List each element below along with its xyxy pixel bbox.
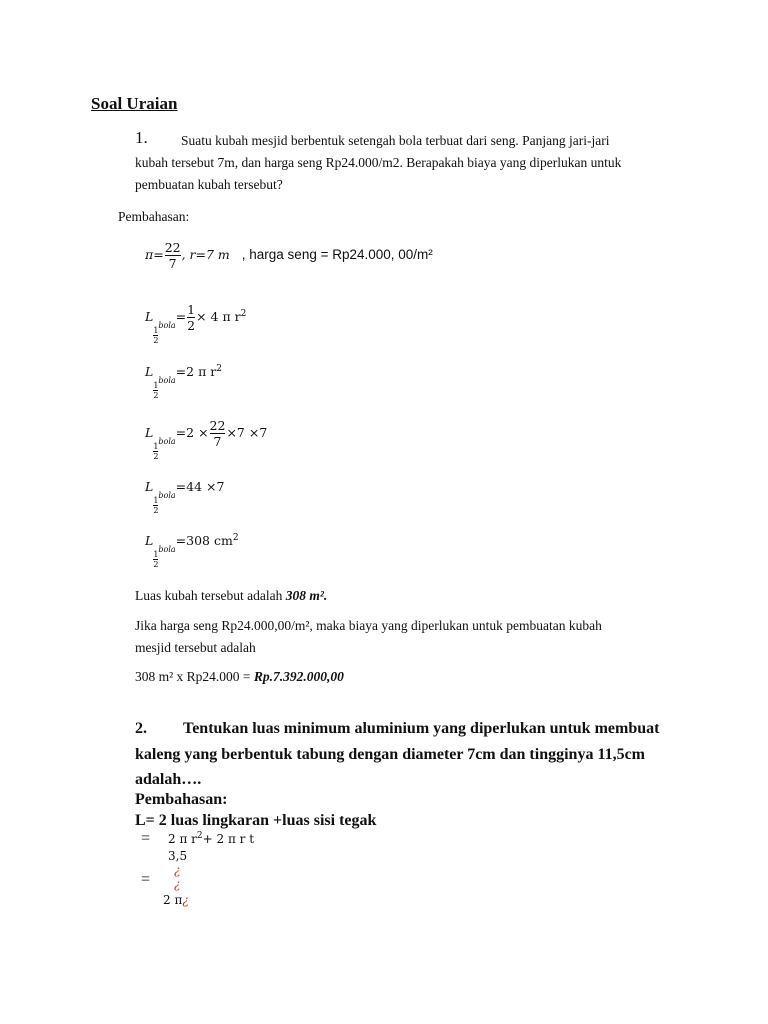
radius-35: 3,5	[168, 849, 188, 863]
question-2-number: 2.	[135, 720, 147, 737]
radius-value: , r=7 m	[181, 247, 230, 262]
luas-conclusion: Luas kubah tersebut adalah 308 m².	[135, 588, 328, 603]
jika-line-1: Jika harga seng Rp24.000,00/m², maka biaya yang diperlukan untuk pembuatan kubah	[135, 618, 602, 633]
equals-sign-2: =	[141, 871, 151, 888]
step-2: L $\frac{1}{2}$ bola=2 π $r^2$	[145, 364, 222, 401]
pi-symbol: π	[145, 247, 154, 262]
question-1-line-2: kubah tersebut 7m, dan harga seng Rp24.000/m2. Berapakah biaya yang diperlukan untuk	[135, 155, 622, 170]
q2-formula: L= 2 luas lingkaran +luas sisi tegak	[135, 812, 377, 829]
question-1-line-1: Suatu kubah mesjid berbentuk setengah bola terbuat dari seng. Panjang jari-jari	[181, 133, 610, 148]
q2-expression-2: 2 π¿	[163, 893, 189, 907]
jika-line-2: mesjid tersebut adalah	[135, 640, 256, 655]
step-1: L $\frac{1}{2}$ bola= $\frac{1}{2}$ × 4 π $r^2$	[145, 302, 247, 345]
pembahasan-label-1: Pembahasan:	[118, 209, 190, 224]
render-error-2: ¿	[174, 877, 181, 891]
step-3: L $\frac{1}{2}$ bola=2 × $\frac{22}{7}$ ×7 ×7	[145, 418, 268, 461]
step-4: L $\frac{1}{2}$ bola=44 ×7	[145, 479, 225, 515]
pembahasan-label-2: Pembahasan:	[135, 791, 228, 808]
step-5: L $\frac{1}{2}$ bola=308 $cm^2$	[145, 533, 239, 570]
pi-fraction: $\frac{22}{7}$	[164, 240, 181, 271]
harga-seng-text: , harga seng = Rp24.000, 00/m²	[241, 247, 433, 262]
question-1-number: 1.	[135, 128, 148, 147]
question-2-line-1: Tentukan luas minimum aluminium yang diperlukan untuk membuat	[183, 720, 660, 737]
q2-expression-1: 2 π $r^2+ 2$ π r t	[168, 831, 255, 846]
question-2-line-3: adalah….	[135, 771, 202, 788]
page-title: Soal Uraian	[91, 94, 178, 113]
question-1-line-3: pembuatan kubah tersebut?	[135, 177, 283, 192]
total-cost: 308 m² x Rp24.000 = Rp.7.392.000,00	[135, 669, 344, 684]
render-error-1: ¿	[174, 863, 181, 877]
given-values: π= $\frac{22}{7}$ , r=7 m , harga seng = Rp24.000, 00/m²	[145, 240, 433, 271]
question-2-line-2: kaleng yang berbentuk tabung dengan diameter 7cm dan tingginya 11,5cm	[135, 746, 645, 763]
equals-sign-1: =	[141, 830, 151, 847]
